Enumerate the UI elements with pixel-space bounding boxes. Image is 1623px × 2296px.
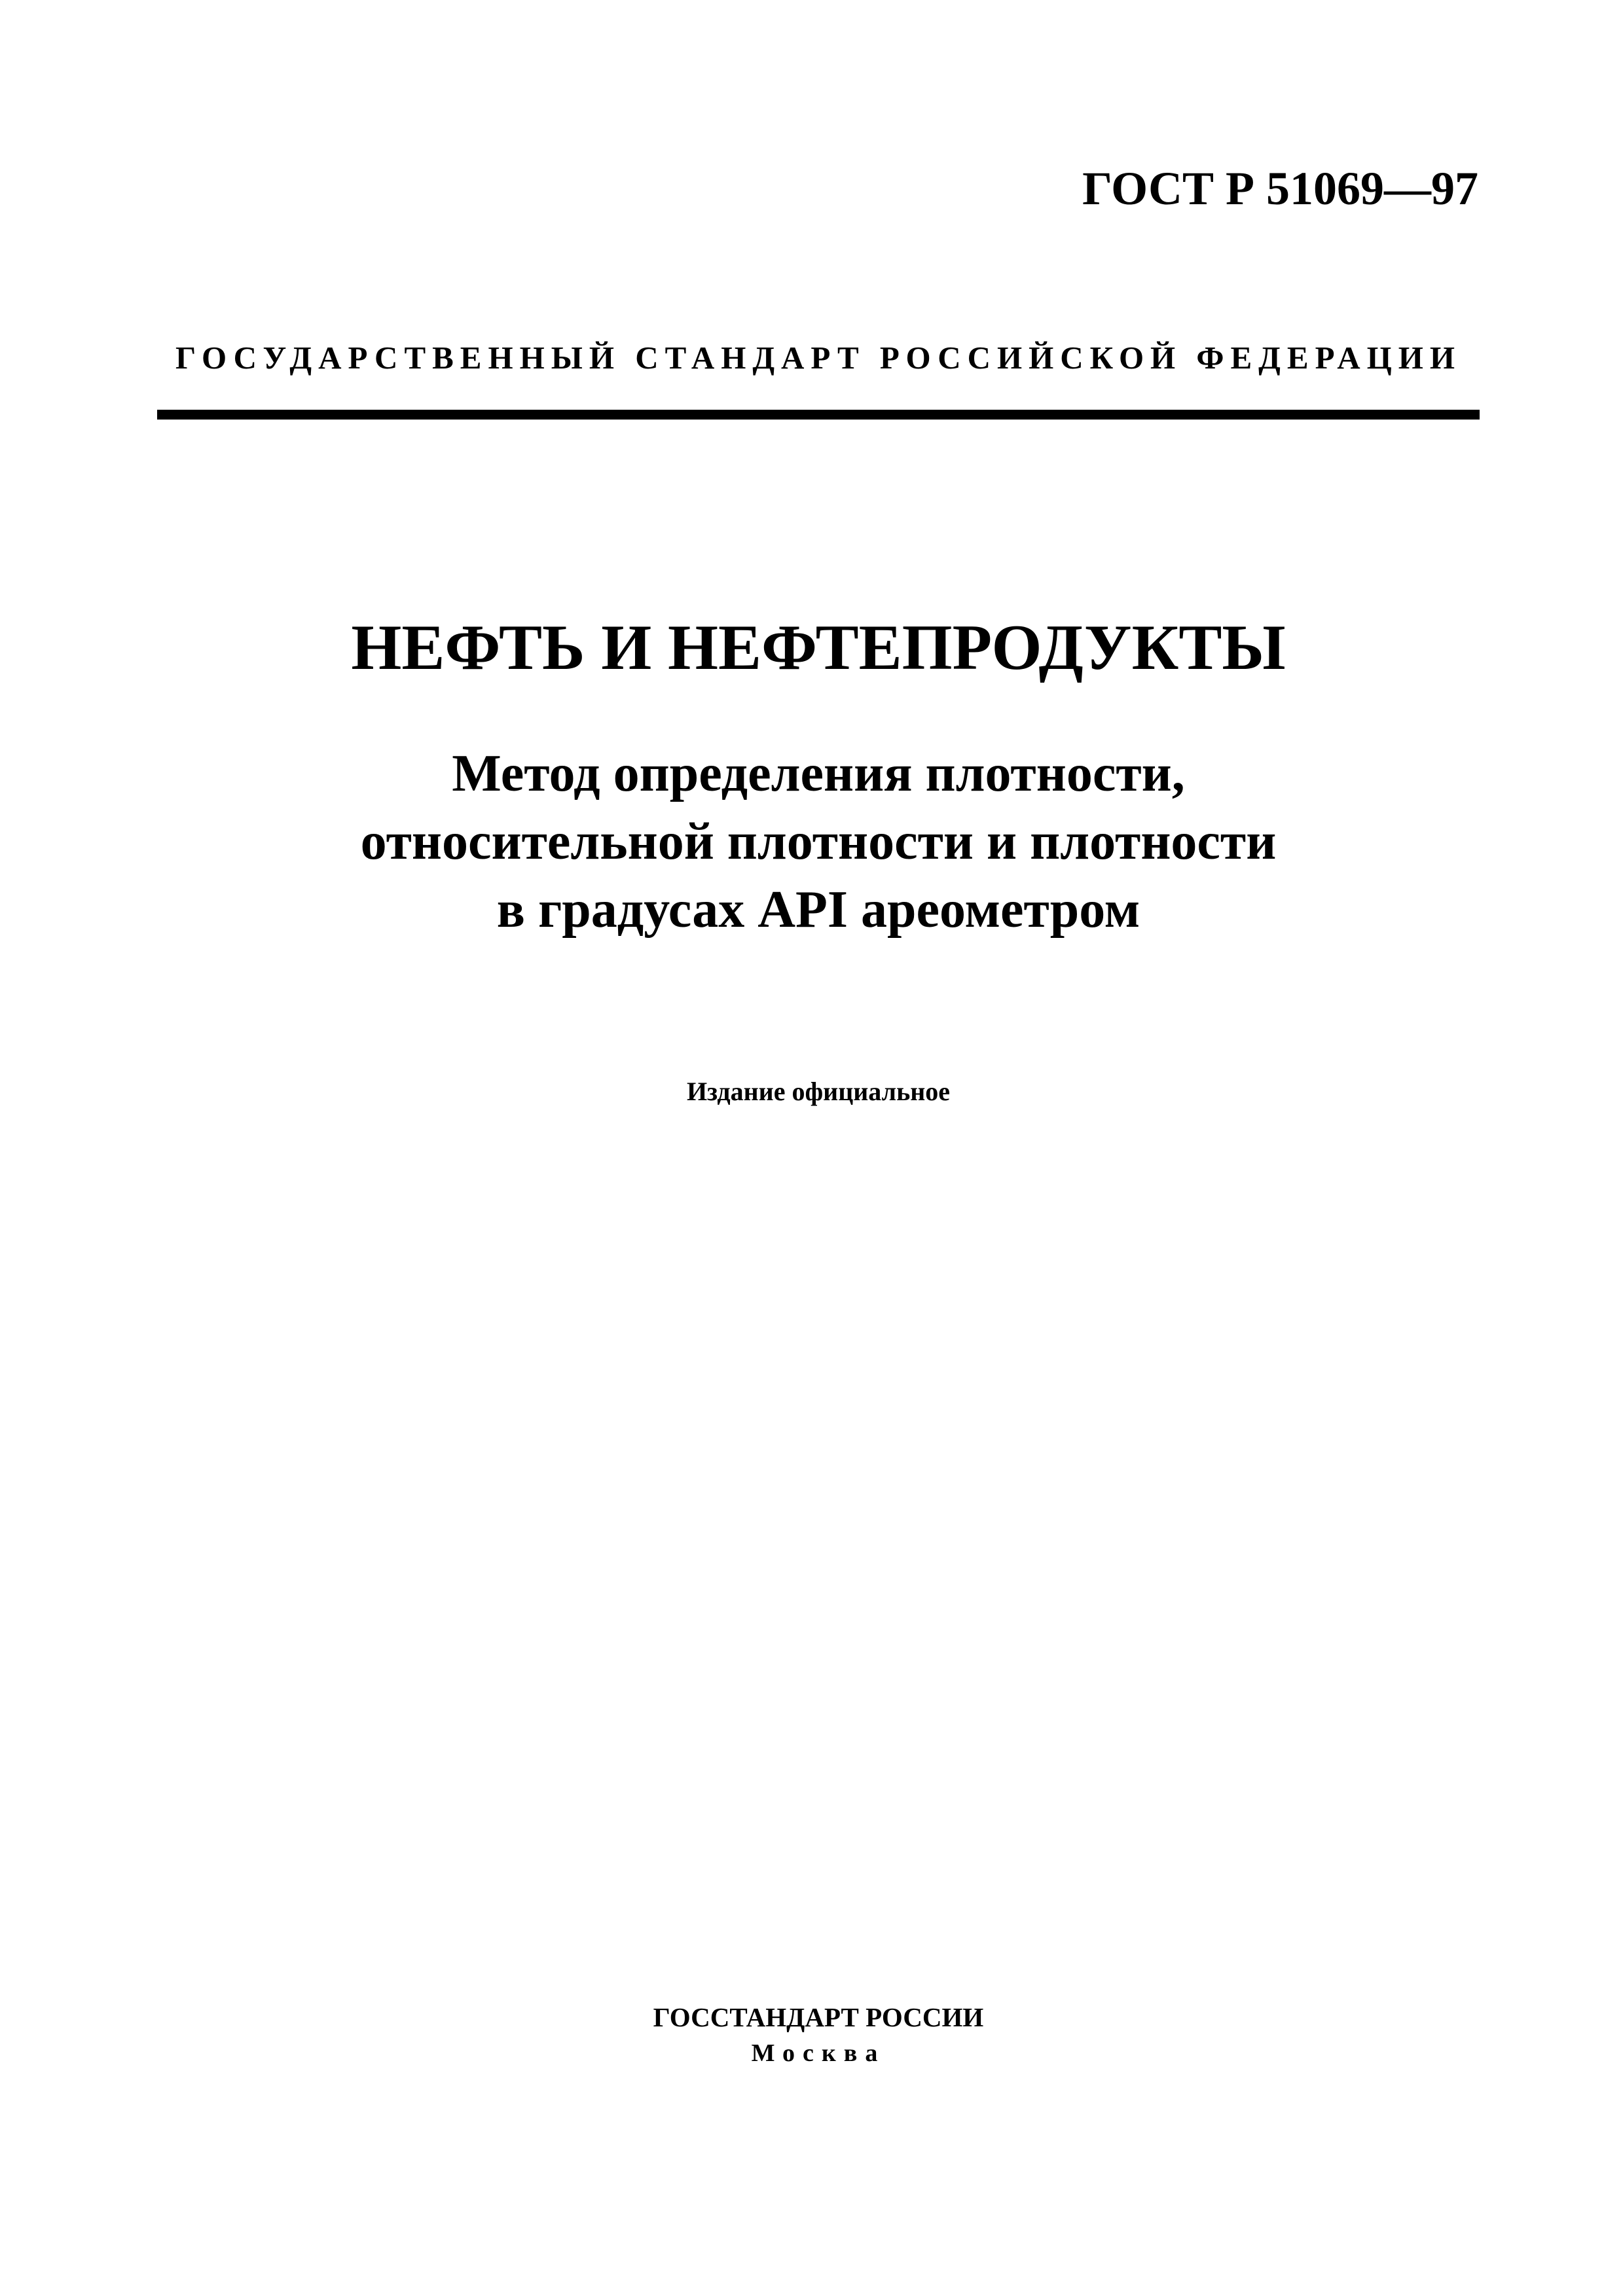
subtitle-line: относительной плотности и плотности	[360, 813, 1277, 870]
publisher-name: ГОССТАНДАРТ РОССИИ	[653, 2002, 984, 2032]
heading-divider	[157, 410, 1480, 420]
publication-city: Москва	[751, 2039, 886, 2067]
document-subtitle	[157, 740, 1480, 944]
subtitle-line: Метод определения плотности,	[452, 745, 1185, 802]
document-title: НЕФТЬ И НЕФТЕПРОДУКТЫ	[351, 612, 1286, 683]
edition-label: Издание официальное	[686, 1077, 951, 1106]
issuing-authority-heading: ГОСУДАРСТВЕННЫЙ СТАНДАРТ РОССИЙСКОЙ ФЕДЕРАЦИИ	[175, 340, 1461, 376]
standard-number: ГОСТ Р 51069—97	[1082, 162, 1478, 215]
subtitle-line: в градусах API ареометром	[496, 881, 1140, 939]
